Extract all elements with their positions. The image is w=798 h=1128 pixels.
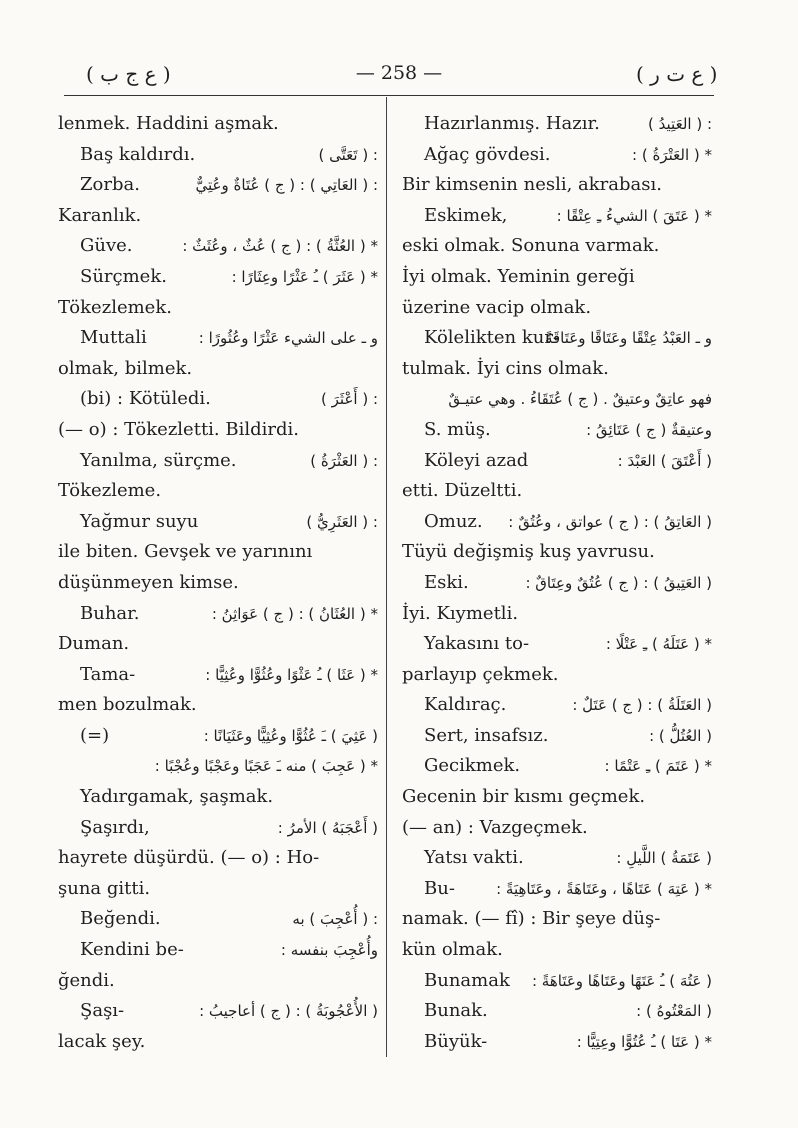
turkish-text: Bir kimsenin nesli, akrabası. (402, 174, 662, 196)
dictionary-line (402, 782, 712, 813)
turkish-text: Buhar. (80, 602, 140, 624)
turkish-text: Tökezleme. (58, 480, 162, 502)
turkish-text: Bunamak (424, 969, 510, 991)
dictionary-line (58, 354, 378, 385)
arabic-headword: : ( أُعْجِبَ ) به (292, 910, 378, 929)
arabic-headword: وعتيقةٌ ( ج ) عَتَائِقُ : (586, 420, 712, 439)
turkish-text: Yanılma, sürçme. (80, 449, 237, 471)
dictionary-line (402, 813, 712, 844)
turkish-text: şuna gitti. (58, 877, 151, 899)
header-left-letters: ( ع ج ب ) (86, 62, 171, 86)
dictionary-line (58, 170, 378, 201)
turkish-text: (bi) : Kötüledi. (80, 388, 211, 410)
arabic-headword: و ـ العَبْدُ عِتْقًا وعَتَاقًا وعَتَاقَةً (544, 329, 712, 348)
turkish-text: Zorba. (80, 174, 140, 196)
turkish-text: men bozulmak. (58, 694, 197, 716)
arabic-headword: ( العُتُلُّ ) : (649, 726, 712, 745)
turkish-text: Omuz. (424, 510, 483, 532)
dictionary-line (58, 323, 378, 354)
arabic-headword: * ( العُثَّةُ ) : ( ج ) عُثٌ ، وعُثَثٌ : (182, 237, 378, 256)
dictionary-line (58, 629, 378, 660)
turkish-text: İyi. Kıymetli. (402, 602, 519, 624)
dictionary-line (402, 109, 712, 140)
turkish-text: Duman. (58, 633, 130, 655)
arabic-headword: ( أَعْتَقَ ) العَبْدَ : (617, 451, 712, 470)
turkish-text: Bunak. (424, 1000, 488, 1022)
dictionary-line (58, 843, 378, 874)
dictionary-line (402, 568, 712, 599)
arabic-headword: * ( عَتَا ) ـُ عُتُوًّا وعِتِيًّا : (576, 1032, 712, 1051)
dictionary-line (58, 293, 378, 324)
arabic-headword: : ( العَتِيدُ ) (648, 115, 712, 133)
turkish-text: Yatsı vakti. (424, 847, 524, 869)
arabic-headword: ( العَتِيقُ ) : ( ج ) عُتُقٌ وعِتَاقٌ : (525, 573, 712, 592)
dictionary-line (402, 843, 712, 874)
turkish-text: Bu- (424, 877, 455, 899)
dictionary-line (402, 507, 712, 538)
turkish-text: Yağmur suyu (80, 510, 199, 532)
arabic-headword: * ( عَثَا ) ـُ عَثْوًا وعُثُوًّا وعُثِيًّا : (205, 665, 378, 684)
arabic-headword: * ( العَتْرَةُ ) : (632, 145, 712, 164)
turkish-text: hayrete düşürdü. (— o) : Ho- (58, 847, 320, 869)
dictionary-line (402, 201, 712, 232)
turkish-text: Baş kaldırdı. (80, 143, 196, 165)
arabic-headword: * ( العُثَانُ ) : ( ج ) عَوَاثِنُ : (211, 604, 378, 623)
dictionary-line (58, 476, 378, 507)
dictionary-line (402, 751, 712, 782)
dictionary-line (402, 415, 712, 446)
arabic-headword: ( المَعْتُوهُ ) : (636, 1002, 712, 1021)
turkish-text: ile biten. Gevşek ve yarınını (58, 541, 313, 563)
turkish-text: üzerine vacip olmak. (402, 296, 592, 318)
dictionary-line (58, 201, 378, 232)
dictionary-line (58, 507, 378, 538)
turkish-text: kün olmak. (402, 939, 503, 961)
dictionary-line (402, 262, 712, 293)
dictionary-line (402, 323, 712, 354)
header-rule (64, 95, 714, 96)
turkish-text: Beğendi. (80, 908, 161, 930)
turkish-text: Tama- (80, 663, 136, 685)
turkish-text: Gecenin bir kısmı geçmek. (402, 786, 646, 808)
turkish-text: Yakasını to- (424, 633, 530, 655)
turkish-text: Güve. (80, 235, 133, 257)
arabic-headword: وأُعْجِبَ بنفسه : (280, 941, 378, 960)
page-number: — 258 — (355, 62, 443, 84)
turkish-text: Muttali (80, 327, 147, 349)
dictionary-line (402, 140, 712, 171)
arabic-headword: ( عَتَمَةُ ) اللَّيلِ : (616, 849, 712, 868)
dictionary-line (402, 354, 712, 385)
arabic-headword: ( العَتَلَةُ ) : ( ج ) عَتَلٌ : (572, 696, 712, 715)
dictionary-line (58, 262, 378, 293)
turkish-text: tulmak. İyi cins olmak. (402, 357, 609, 379)
arabic-headword: : ( العَثْرَةُ ) (310, 451, 378, 470)
turkish-text: Eskimek, (424, 204, 508, 226)
dictionary-line (58, 690, 378, 721)
turkish-text: (=) (80, 724, 110, 746)
turkish-text: parlayıp çekmek. (402, 663, 559, 685)
dictionary-line (58, 904, 378, 935)
dictionary-line (402, 690, 712, 721)
dictionary-line (58, 782, 378, 813)
turkish-text: lenmek. Haddini aşmak. (58, 113, 279, 134)
turkish-text: Eski. (424, 571, 469, 593)
turkish-text: olmak, bilmek. (58, 357, 193, 379)
turkish-text: İyi olmak. Yeminin gereği (402, 265, 635, 287)
dictionary-line (58, 140, 378, 171)
right-column (402, 109, 712, 1057)
dictionary-line (402, 935, 712, 966)
dictionary-line (402, 996, 712, 1027)
dictionary-line (402, 721, 712, 752)
turkish-text: ğendi. (58, 969, 115, 991)
dictionary-line (402, 446, 712, 477)
turkish-text: Sert, insafsız. (424, 724, 549, 746)
turkish-text: eski olmak. Sonuna varmak. (402, 235, 660, 257)
dictionary-line (58, 568, 378, 599)
arabic-headword: و ـ على الشيء عَثْرًا وعُثُورًا : (198, 329, 378, 348)
dictionary-line (402, 231, 712, 262)
turkish-text: Yadırgamak, şaşmak. (80, 786, 274, 808)
turkish-text: Kaldıraç. (424, 694, 507, 716)
dictionary-line (402, 874, 712, 905)
arabic-headword: * ( عَجِبَ ) منه ـَ عَجَبًا وعَجْبًا وعُجْبًا : (154, 757, 378, 776)
turkish-text: Kendini be- (80, 939, 184, 961)
turkish-text: Kölelikten kur- (424, 327, 560, 349)
dictionary-line (58, 537, 378, 568)
turkish-text: etti. Düzeltti. (402, 480, 523, 502)
header-right-letters: ( ع ت ر ) (636, 62, 718, 86)
dictionary-line (58, 813, 378, 844)
dictionary-line (58, 415, 378, 446)
dictionary-line (58, 1027, 378, 1058)
turkish-text: Ağaç gövdesi. (424, 143, 551, 165)
arabic-headword: ( الأُعْجُوبَةُ ) : ( ج ) أعاجيبُ : (199, 1002, 378, 1021)
arabic-headword: * ( عَتَلَهُ ) ـِ عَتْلًا : (605, 635, 712, 654)
dictionary-line (402, 904, 712, 935)
dictionary-line (58, 231, 378, 262)
turkish-text: Köleyi azad (424, 449, 529, 471)
dictionary-line (58, 384, 378, 415)
arabic-headword: فهو عاتِقٌ وعتيقٌ . ( ج ) عُتَقَاءُ . وهي عتيـقٌ (448, 390, 712, 409)
arabic-headword: : ( أَعْثَرَ ) (321, 390, 378, 409)
dictionary-line (58, 721, 378, 752)
turkish-text: Karanlık. (58, 204, 142, 226)
dictionary-line (402, 1027, 712, 1058)
arabic-headword: * ( عَتِهَ ) عَتَاهًا ، وعَتَاهَةً ، وعَتَاهِيَةً : (496, 879, 712, 898)
turkish-text: Tüyü değişmiş kuş yavrusu. (402, 541, 655, 563)
dictionary-line (402, 966, 712, 997)
turkish-text: Şaşı- (80, 1000, 125, 1022)
left-column (58, 109, 378, 1057)
dictionary-line (58, 996, 378, 1027)
dictionary-line (58, 109, 378, 140)
arabic-headword: ( عَثِيَ ) ـَ عُثُوًّا وعُثِيًّا وعَثَيَانًا : (203, 726, 378, 745)
dictionary-line (402, 660, 712, 691)
dictionary-line (58, 446, 378, 477)
turkish-text: (— o) : Tökezletti. Bildirdi. (58, 418, 300, 440)
arabic-headword: * ( عَثَرَ ) ـُ عَثْرًا وعِثَارًا : (231, 267, 378, 286)
dictionary-line (402, 170, 712, 201)
turkish-text: namak. (— fî) : Bir şeye düş- (402, 908, 661, 930)
turkish-text: Sürçmek. (80, 265, 167, 287)
dictionary-line (58, 751, 378, 782)
dictionary-line (58, 935, 378, 966)
dictionary-line (402, 629, 712, 660)
dictionary-line (402, 293, 712, 324)
dictionary-line (58, 660, 378, 691)
dictionary-line (58, 874, 378, 905)
dictionary-line (402, 537, 712, 568)
arabic-headword: ( العَاتِقُ ) : ( ج ) عواتق ، وعُتُقٌ : (508, 512, 712, 531)
turkish-text: düşünmeyen kimse. (58, 571, 239, 593)
dictionary-line (58, 599, 378, 630)
turkish-text: lacak şey. (58, 1030, 146, 1052)
arabic-headword: ( أَعْجَبَهُ ) الأمرُ : (277, 818, 378, 837)
turkish-text: Tökezlemek. (58, 296, 172, 318)
arabic-headword: * ( عَتَمَ ) ـِ عَتْمًا : (604, 757, 712, 776)
arabic-headword: : ( تَعَتَّى ) (318, 145, 378, 164)
dictionary-line (402, 384, 712, 415)
turkish-text: Şaşırdı, (80, 816, 150, 838)
turkish-text: Hazırlanmış. Hazır. (424, 113, 600, 134)
turkish-text: Büyük- (424, 1030, 488, 1052)
dictionary-line (58, 966, 378, 997)
dictionary-line (402, 599, 712, 630)
column-divider (386, 97, 387, 1057)
turkish-text: S. müş. (424, 418, 491, 440)
turkish-text: (— an) : Vazgeçmek. (402, 816, 588, 838)
dictionary-line (402, 476, 712, 507)
arabic-headword: ( عَتُهَ ) ـُ عَتَهًا وعَتَاهًا وعَتَاهَةً : (531, 971, 712, 990)
turkish-text: Gecikmek. (424, 755, 521, 777)
arabic-headword: : ( العَاتِي ) : ( ج ) عُتَاةٌ وعُتِيٌّ (195, 176, 378, 195)
arabic-headword: : ( العَثَرِيُّ ) (306, 512, 378, 531)
arabic-headword: * ( عَتَقَ ) الشيءُ ـِ عِتْقًا : (556, 206, 712, 225)
